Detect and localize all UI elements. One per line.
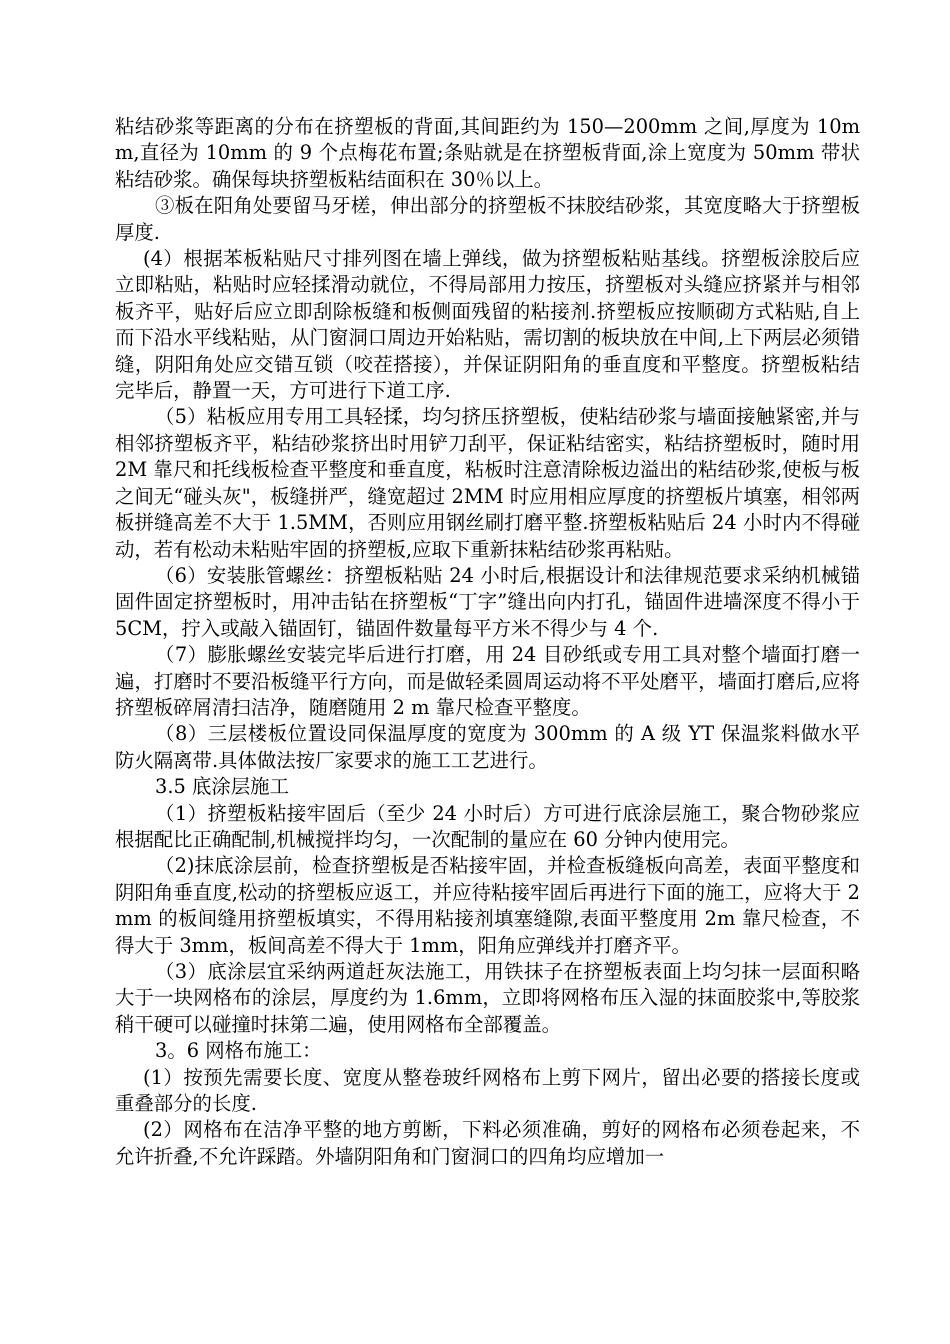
paragraph-external-corner: ③板在阳角处要留马牙槎，伸出部分的挤塑板不抹胶结砂浆，其宽度略大于挤塑板厚度. [115, 194, 860, 244]
section-heading-3-5: 3.5 底涂层施工 [155, 775, 289, 799]
paragraph-step-6-anchors: （6）安装胀管螺丝：挤塑板粘贴 24 小时后,根据设计和法律规范要求采纳机械锚固件固定挤塑板时，用冲击钻在挤塑板“丁字”缝出向内打孔，锚固件进墙深度不得小于 5CM，拧入或敲入锚固钉，锚固件数量每平方米不得少与 4 个. [115, 563, 860, 640]
paragraph-step-5-pressing: （5）粘板应用专用工具轻揉，均匀挤压挤塑板，使粘结砂浆与墙面接触紧密,并与相邻挤塑板齐平，粘结砂浆挤出时用铲刀刮平，保证粘结密实，粘结挤塑板时，随时用 2M 靠尺和托线板检查平整度和垂直度，粘板时注意清除板边溢出的粘结砂浆,使板与板之间无“碰头灰"，板缝拼严，缝宽超过 2MM 时应用相应厚度的挤塑板片填塞，相邻两板拼缝高差不大于 1.5MM，否则应用钢丝刷打磨平整.挤塑板粘贴后 24 小时内不得碰动，若有松动未粘贴牢固的挤塑板,应取下重新抹粘结砂浆再粘贴。 [115, 405, 860, 561]
paragraph-step-7-sanding: （7）膨胀螺丝安装完毕后进行打磨，用 24 目砂纸或专用工具对整个墙面打磨一遍，打磨时不要沿板缝平行方向，而是做轻柔圆周运动将不平处磨平，墙面打磨后,应将挤塑板碎屑清扫洁净，随磨随用 2 m 靠尺检查平整度。 [115, 643, 860, 719]
paragraph-adhesive-distribution: 粘结砂浆等距离的分布在挤塑板的背面,其间距约为 150—200mm 之间,厚度为 10mm,直径为 10mm 的 9 个点梅花布置;条贴就是在挤塑板背面,涂上宽度为 50mm 带状粘结砂浆。确保每块挤塑板粘结面积在 30％以上。 [115, 115, 860, 191]
paragraph-mesh-1: (1）按预先需要长度、宽度从整卷玻纤网格布上剪下网片，留出必要的搭接长度或重叠部分的长度. [115, 1065, 860, 1116]
document-body [115, 114, 860, 1170]
paragraph-mesh-2: (2）网格布在洁净平整的地方剪断，下料必须准确，剪好的网格布必须卷起来，不允许折叠,不允许踩踏。外墙阴阳角和门窗洞口的四角均应增加一 [115, 1118, 860, 1168]
paragraph-step-4-board-layout: (4）根据苯板粘贴尺寸排列图在墙上弹线，做为挤塑板粘贴基线。挤塑板涂胶后应立即粘贴，粘贴时应轻揉滑动就位，不得局部用力按压，挤塑板对头缝应挤紧并与相邻板齐平，贴好后应立即刮除板缝和板侧面残留的粘接剂.挤塑板应按顺砌方式粘贴,自上而下沿水平线粘贴，从门窗洞口周边开始粘贴，需切割的板块放在中间,上下两层必须错缝，阴阳角处应交错互锁（咬茬搭接），并保证阴阳角的垂直度和平整度。挤塑板粘结完毕后，静置一天，方可进行下道工序. [115, 247, 860, 403]
paragraph-base-coat-3: （3）底涂层宜采纳两道赶灰法施工，用铁抹子在挤塑板表面上均匀抹一层面积略大于一块网格布的涂层，厚度约为 1.6mm，立即将网格布压入湿的抹面胶浆中,等胶浆稍干硬可以碰撞时抹第二遍，使用网格布全部覆盖。 [115, 960, 861, 1036]
section-heading-3-6: 3。6 网格布施工： [155, 1039, 322, 1063]
paragraph-step-8-fire-barrier: （8）三层楼板位置设同保温厚度的宽度为 300mm 的 A 级 YT 保温浆料做水平防火隔离带.具体做法按厂家要求的施工工艺进行。 [115, 722, 860, 772]
paragraph-base-coat-2: （2)抹底涂层前，检查挤塑板是否粘接牢固，并检查板缝板向高差，表面平整度和阴阳角垂直度,松动的挤塑板应返工，并应待粘接牢固后再进行下面的施工，应将大于 2mm 的板间缝用挤塑板填实，不得用粘接剂填塞缝隙,表面平整度用 2m 靠尺检查，不得大于 3mm，板间高差不得大于 1mm，阳角应弹线并打磨齐平。 [115, 854, 860, 957]
paragraph-base-coat-1: （1）挤塑板粘接牢固后（至少 24 小时后）方可进行底涂层施工，聚合物砂浆应根据配比正确配制,机械搅拌均匀，一次配制的量应在 60 分钟内使用完。 [115, 801, 860, 851]
